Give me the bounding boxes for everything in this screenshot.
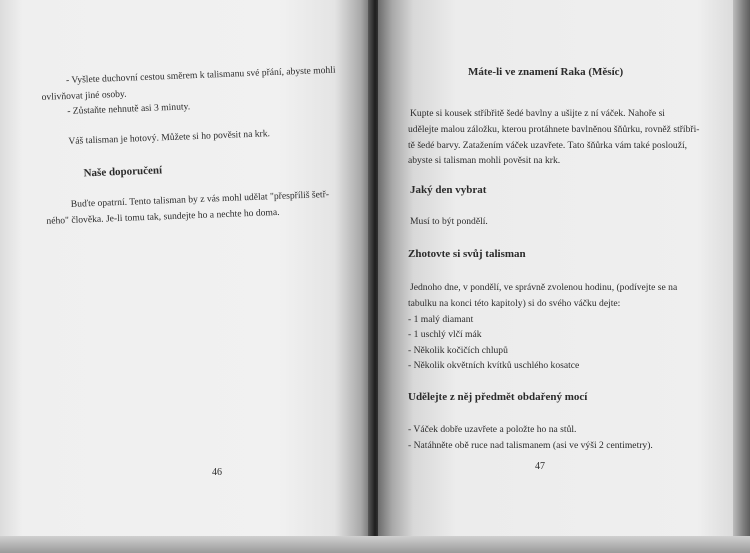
- power-step-1: - Váček dobře uzavřete a položte ho na stůl.: [408, 424, 577, 435]
- right-intro-2: udělejte malou záložku, kterou protáhnete bavlněnou šňůrku, rovněž stříbři-: [408, 124, 700, 135]
- left-page-text: [0, 0, 372, 553]
- make-heading: Zhotovte si svůj talisman: [408, 248, 526, 260]
- make-text-2: tabulku na konci této kapitoly) si do svého váčku dejte:: [408, 298, 621, 309]
- power-heading: Udělejte z něj předmět obdařený mocí: [408, 391, 588, 403]
- right-intro-1: Kupte si kousek stříbřitě šedé bavlny a ušijte z ní váček. Nahoře si: [410, 108, 665, 119]
- left-line-2: ovlivňovat jiné osoby.: [41, 88, 127, 103]
- left-tip-2: ného" člověka. Je-li tomu tak, sundejte ho a nechte ho doma.: [46, 206, 280, 227]
- right-intro-3: tě šedé barvy. Zatažením váček uzavřete. Tato šňůrka vám také poslouží,: [408, 140, 688, 151]
- page-edge-bottom: [0, 536, 750, 553]
- item-1: - 1 malý diamant: [408, 314, 474, 325]
- left-line-3: - Zůstaňte nehnutě asi 3 minuty.: [67, 101, 191, 117]
- page-number-left: 46: [212, 467, 222, 478]
- left-heading: Naše doporučení: [83, 164, 163, 180]
- right-page: [378, 0, 733, 553]
- left-line-1: - Vyšlete duchovní cestou směrem k talismanu své přání, abyste mohli: [65, 64, 336, 86]
- make-text-1: Jednoho dne, v pondělí, ve správně zvolenou hodinu, (podívejte se na: [410, 282, 678, 293]
- item-4: - Několik okvětních kvítků uschlého kosatce: [408, 360, 580, 371]
- left-page: [0, 0, 372, 553]
- item-2: - 1 uschlý vlčí mák: [408, 329, 482, 340]
- left-tip-1: Buďte opatrní. Tento talisman by z vás mohl udělat "přespříliš šetř-: [70, 188, 330, 210]
- page-edge-right: [733, 0, 750, 553]
- right-intro-4: abyste si talisman mohli pověsit na krk.: [408, 155, 561, 166]
- page-number-right: 47: [535, 461, 545, 472]
- day-text: Musí to být pondělí.: [410, 216, 488, 227]
- left-line-4: Váš talisman je hotový. Můžete si ho pověsit na krk.: [68, 128, 271, 147]
- power-step-2: - Natáhněte obě ruce nad talismanem (asi ve výši 2 centimetry).: [408, 440, 653, 451]
- day-heading: Jaký den vybrat: [410, 184, 487, 196]
- right-title: Máte-li ve znamení Raka (Měsíc): [468, 66, 624, 78]
- item-3: - Několik kočičích chlupů: [408, 345, 508, 356]
